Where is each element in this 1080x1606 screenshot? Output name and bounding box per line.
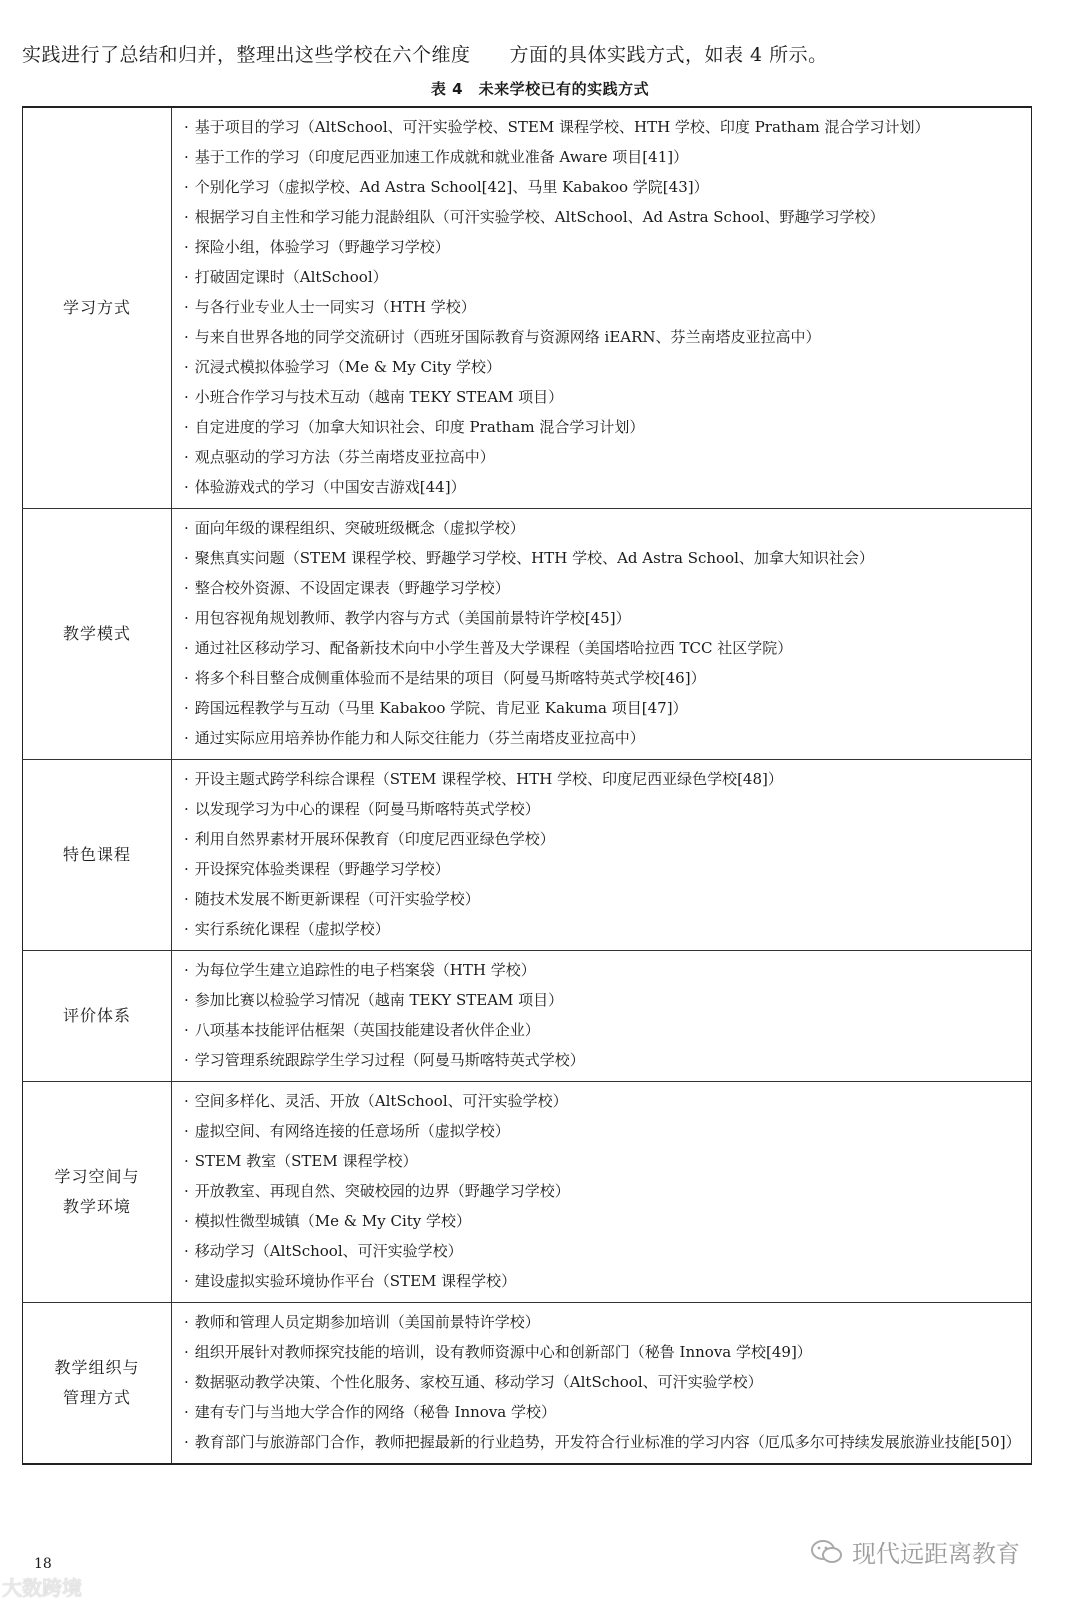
practice-list bbox=[184, 112, 1021, 502]
bullet-icon: · bbox=[184, 1152, 189, 1170]
bullet-icon: · bbox=[184, 920, 189, 938]
bullet-icon: · bbox=[184, 1122, 189, 1140]
bullet-icon: · bbox=[184, 669, 189, 687]
page-number: 18 bbox=[34, 1556, 52, 1572]
practice-item-text: 八项基本技能评估框架（英国技能建设者伙伴企业） bbox=[194, 1021, 540, 1039]
list-item bbox=[184, 543, 1021, 573]
practice-item-text: 以发现学习为中心的课程（阿曼马斯喀特英式学校） bbox=[194, 800, 540, 818]
practice-item-text: 个别化学习（虚拟学校、Ad Astra School[42]、马里 Kabakoo 学院[43]） bbox=[194, 178, 709, 196]
practice-item-text: 基于工作的学习（印度尼西亚加速工作成就和就业准备 Aware 项目[41]） bbox=[194, 148, 689, 166]
practice-item-text: 空间多样化、灵活、开放（AltSchool、可汗实验学校） bbox=[194, 1092, 568, 1110]
practice-list bbox=[184, 513, 1021, 753]
practice-item-text: 聚焦真实问题（STEM 课程学校、野趣学习学校、HTH 学校、Ad Astra School、加拿大知识社会） bbox=[194, 549, 874, 567]
list-item bbox=[184, 633, 1021, 663]
bullet-icon: · bbox=[184, 208, 189, 226]
bullet-icon: · bbox=[184, 1021, 189, 1039]
practice-item-text: 组织开展针对教师探究技能的培训，设有教师资源中心和创新部门（秘鲁 Innova 学校[49]） bbox=[194, 1343, 812, 1361]
table-row bbox=[23, 760, 1032, 951]
practice-item-text: 为每位学生建立追踪性的电子档案袋（HTH 学校） bbox=[194, 961, 536, 979]
bullet-icon: · bbox=[184, 1433, 189, 1451]
table-row bbox=[23, 1082, 1032, 1303]
practice-item-text: 体验游戏式的学习（中国安吉游戏[44]） bbox=[194, 478, 466, 496]
list-item bbox=[184, 955, 1021, 985]
list-item bbox=[184, 202, 1021, 232]
bullet-icon: · bbox=[184, 478, 189, 496]
table-row bbox=[23, 509, 1032, 760]
practice-item-text: 利用自然界素材开展环保教育（印度尼西亚绿色学校） bbox=[194, 830, 555, 848]
bullet-icon: · bbox=[184, 1373, 189, 1391]
practice-item-text: 开设探究体验类课程（野趣学习学校） bbox=[194, 860, 450, 878]
bullet-icon: · bbox=[184, 118, 189, 136]
table-caption: 表 4 未来学校已有的实践方式 bbox=[430, 80, 650, 98]
bullet-icon: · bbox=[184, 1313, 189, 1331]
list-item bbox=[184, 412, 1021, 442]
bullet-icon: · bbox=[184, 1272, 189, 1290]
practice-item-text: 打破固定课时（AltSchool） bbox=[194, 268, 388, 286]
list-item bbox=[184, 764, 1021, 794]
list-item bbox=[184, 322, 1021, 352]
dimension-cell bbox=[23, 1082, 172, 1303]
list-item bbox=[184, 723, 1021, 753]
list-item bbox=[184, 1307, 1021, 1337]
bullet-icon: · bbox=[184, 298, 189, 316]
practice-item-text: 开设主题式跨学科综合课程（STEM 课程学校、HTH 学校、印度尼西亚绿色学校[48]） bbox=[194, 770, 783, 788]
list-item bbox=[184, 914, 1021, 944]
list-item bbox=[184, 985, 1021, 1015]
bullet-icon: · bbox=[184, 729, 189, 747]
bullet-icon: · bbox=[184, 609, 189, 627]
list-item bbox=[184, 1176, 1021, 1206]
list-item bbox=[184, 693, 1021, 723]
bullet-icon: · bbox=[184, 890, 189, 908]
dimension-cell bbox=[23, 760, 172, 951]
dimension-label: 学习方式 bbox=[62, 298, 131, 317]
bullet-icon: · bbox=[184, 699, 189, 717]
dimension-label: 特色课程 bbox=[62, 845, 131, 864]
practice-item-text: 模拟性微型城镇（Me & My City 学校） bbox=[194, 1212, 472, 1230]
dimension-cell bbox=[23, 951, 172, 1082]
dimension-cell bbox=[23, 509, 172, 760]
practice-item-text: 面向年级的课程组织、突破班级概念（虚拟学校） bbox=[194, 519, 525, 537]
bullet-icon: · bbox=[184, 1051, 189, 1069]
bullet-icon: · bbox=[184, 1343, 189, 1361]
list-item bbox=[184, 1397, 1021, 1427]
practice-items-cell bbox=[172, 1303, 1032, 1465]
watermark-left: 大数跨境 bbox=[2, 1576, 82, 1600]
practice-list bbox=[184, 764, 1021, 944]
practice-items-cell bbox=[172, 951, 1032, 1082]
practice-item-text: 观点驱动的学习方法（芬兰南塔皮亚拉高中） bbox=[194, 448, 495, 466]
list-item bbox=[184, 172, 1021, 202]
bullet-icon: · bbox=[184, 418, 189, 436]
table-row bbox=[23, 107, 1032, 509]
list-item bbox=[184, 1045, 1021, 1075]
practice-item-text: 沉浸式模拟体验学习（Me & My City 学校） bbox=[194, 358, 502, 376]
watermark-right bbox=[810, 1534, 1020, 1569]
bullet-icon: · bbox=[184, 579, 189, 597]
list-item bbox=[184, 1086, 1021, 1116]
bullet-icon: · bbox=[184, 1403, 189, 1421]
practice-item-text: 根据学习自主性和学习能力混龄组队（可汗实验学校、AltSchool、Ad Astra School、野趣学习学校） bbox=[194, 208, 885, 226]
list-item bbox=[184, 1367, 1021, 1397]
dimension-cell bbox=[23, 107, 172, 509]
practice-item-text: 跨国远程教学与互动（马里 Kabakoo 学院、肯尼亚 Kakuma 项目[47]） bbox=[194, 699, 688, 717]
dimension-cell bbox=[23, 1303, 172, 1465]
practice-item-text: 建设虚拟实验环境协作平台（STEM 课程学校） bbox=[194, 1272, 517, 1290]
practice-item-text: 教师和管理人员定期参加培训（美国前景特许学校） bbox=[194, 1313, 540, 1331]
intro-paragraph: 实践进行了总结和归并，整理出这些学校在六个维度 方面的具体实践方式，如表 4 所示。 bbox=[22, 44, 828, 66]
bullet-icon: · bbox=[184, 991, 189, 1009]
bullet-icon: · bbox=[184, 1212, 189, 1230]
practice-items-cell bbox=[172, 509, 1032, 760]
list-item bbox=[184, 442, 1021, 472]
list-item bbox=[184, 603, 1021, 633]
practice-item-text: 随技术发展不断更新课程（可汗实验学校） bbox=[194, 890, 480, 908]
list-item bbox=[184, 1015, 1021, 1045]
list-item bbox=[184, 472, 1021, 502]
bullet-icon: · bbox=[184, 148, 189, 166]
practice-table bbox=[22, 106, 1032, 1465]
bullet-icon: · bbox=[184, 961, 189, 979]
bullet-icon: · bbox=[184, 1182, 189, 1200]
practice-items-cell bbox=[172, 1082, 1032, 1303]
list-item bbox=[184, 1206, 1021, 1236]
practice-list bbox=[184, 1307, 1021, 1457]
watermark-right-text: 现代远距离教育 bbox=[852, 1540, 1020, 1568]
bullet-icon: · bbox=[184, 1242, 189, 1260]
dimension-label: 管理方式 bbox=[62, 1388, 131, 1407]
table-body bbox=[23, 107, 1032, 1464]
practice-item-text: 通过实际应用培养协作能力和人际交往能力（芬兰南塔皮亚拉高中） bbox=[194, 729, 645, 747]
practice-list bbox=[184, 955, 1021, 1075]
bullet-icon: · bbox=[184, 639, 189, 657]
practice-item-text: 开放教室、再现自然、突破校园的边界（野趣学习学校） bbox=[194, 1182, 570, 1200]
bullet-icon: · bbox=[184, 549, 189, 567]
dimension-label: 教学环境 bbox=[62, 1197, 131, 1216]
bullet-icon: · bbox=[184, 178, 189, 196]
bullet-icon: · bbox=[184, 328, 189, 346]
list-item bbox=[184, 262, 1021, 292]
table-row bbox=[23, 1303, 1032, 1465]
table-row bbox=[23, 951, 1032, 1082]
practice-item-text: 移动学习（AltSchool、可汗实验学校） bbox=[194, 1242, 463, 1260]
bullet-icon: · bbox=[184, 238, 189, 256]
list-item bbox=[184, 854, 1021, 884]
list-item bbox=[184, 884, 1021, 914]
list-item bbox=[184, 382, 1021, 412]
bullet-icon: · bbox=[184, 770, 189, 788]
list-item bbox=[184, 573, 1021, 603]
bullet-icon: · bbox=[184, 1092, 189, 1110]
practice-items-cell bbox=[172, 107, 1032, 509]
practice-item-text: 将多个科目整合成侧重体验而不是结果的项目（阿曼马斯喀特英式学校[46]） bbox=[194, 669, 706, 687]
list-item bbox=[184, 1116, 1021, 1146]
list-item bbox=[184, 1427, 1021, 1457]
bullet-icon: · bbox=[184, 830, 189, 848]
list-item bbox=[184, 1146, 1021, 1176]
bullet-icon: · bbox=[184, 860, 189, 878]
practice-item-text: 用包容视角规划教师、教学内容与方式（美国前景特许学校[45]） bbox=[194, 609, 631, 627]
dimension-label: 教学模式 bbox=[62, 624, 131, 643]
practice-item-text: 整合校外资源、不设固定课表（野趣学习学校） bbox=[194, 579, 510, 597]
list-item bbox=[184, 663, 1021, 693]
practice-item-text: 通过社区移动学习、配备新技术向中小学生普及大学课程（美国塔哈拉西 TCC 社区学院） bbox=[194, 639, 793, 657]
wechat-icon bbox=[810, 1539, 844, 1565]
practice-item-text: 学习管理系统跟踪学生学习过程（阿曼马斯喀特英式学校） bbox=[194, 1051, 585, 1069]
practice-item-text: STEM 教室（STEM 课程学校） bbox=[194, 1152, 418, 1170]
bullet-icon: · bbox=[184, 800, 189, 818]
practice-item-text: 实行系统化课程（虚拟学校） bbox=[194, 920, 390, 938]
list-item bbox=[184, 232, 1021, 262]
dimension-label: 教学组织与 bbox=[54, 1358, 140, 1377]
list-item bbox=[184, 1236, 1021, 1266]
bullet-icon: · bbox=[184, 388, 189, 406]
list-item bbox=[184, 1337, 1021, 1367]
bullet-icon: · bbox=[184, 358, 189, 376]
list-item bbox=[184, 142, 1021, 172]
practice-list bbox=[184, 1086, 1021, 1296]
dimension-label: 评价体系 bbox=[62, 1006, 131, 1025]
practice-item-text: 参加比赛以检验学习情况（越南 TEKY STEAM 项目） bbox=[194, 991, 564, 1009]
list-item bbox=[184, 352, 1021, 382]
bullet-icon: · bbox=[184, 519, 189, 537]
practice-item-text: 小班合作学习与技术互动（越南 TEKY STEAM 项目） bbox=[194, 388, 564, 406]
practice-item-text: 基于项目的学习（AltSchool、可汗实验学校、STEM 课程学校、HTH 学校、印度 Pratham 混合学习计划） bbox=[194, 118, 930, 136]
practice-item-text: 数据驱动教学决策、个性化服务、家校互通、移动学习（AltSchool、可汗实验学校） bbox=[194, 1373, 763, 1391]
practice-item-text: 自定进度的学习（加拿大知识社会、印度 Pratham 混合学习计划） bbox=[194, 418, 645, 436]
practice-item-text: 教育部门与旅游部门合作，教师把握最新的行业趋势，开发符合行业标准的学习内容（厄瓜多尔可持续发展旅游业技能[50]） bbox=[194, 1433, 1021, 1451]
list-item bbox=[184, 112, 1021, 142]
bullet-icon: · bbox=[184, 448, 189, 466]
dimension-label: 学习空间与 bbox=[54, 1167, 140, 1186]
practice-item-text: 探险小组，体验学习（野趣学习学校） bbox=[194, 238, 450, 256]
list-item bbox=[184, 794, 1021, 824]
practice-items-cell bbox=[172, 760, 1032, 951]
list-item bbox=[184, 292, 1021, 322]
list-item bbox=[184, 824, 1021, 854]
practice-item-text: 与各行业专业人士一同实习（HTH 学校） bbox=[194, 298, 476, 316]
list-item bbox=[184, 513, 1021, 543]
list-item bbox=[184, 1266, 1021, 1296]
practice-item-text: 建有专门与当地大学合作的网络（秘鲁 Innova 学校） bbox=[194, 1403, 557, 1421]
practice-item-text: 与来自世界各地的同学交流研讨（西班牙国际教育与资源网络 iEARN、芬兰南塔皮亚拉高中） bbox=[194, 328, 821, 346]
practice-item-text: 虚拟空间、有网络连接的任意场所（虚拟学校） bbox=[194, 1122, 510, 1140]
bullet-icon: · bbox=[184, 268, 189, 286]
